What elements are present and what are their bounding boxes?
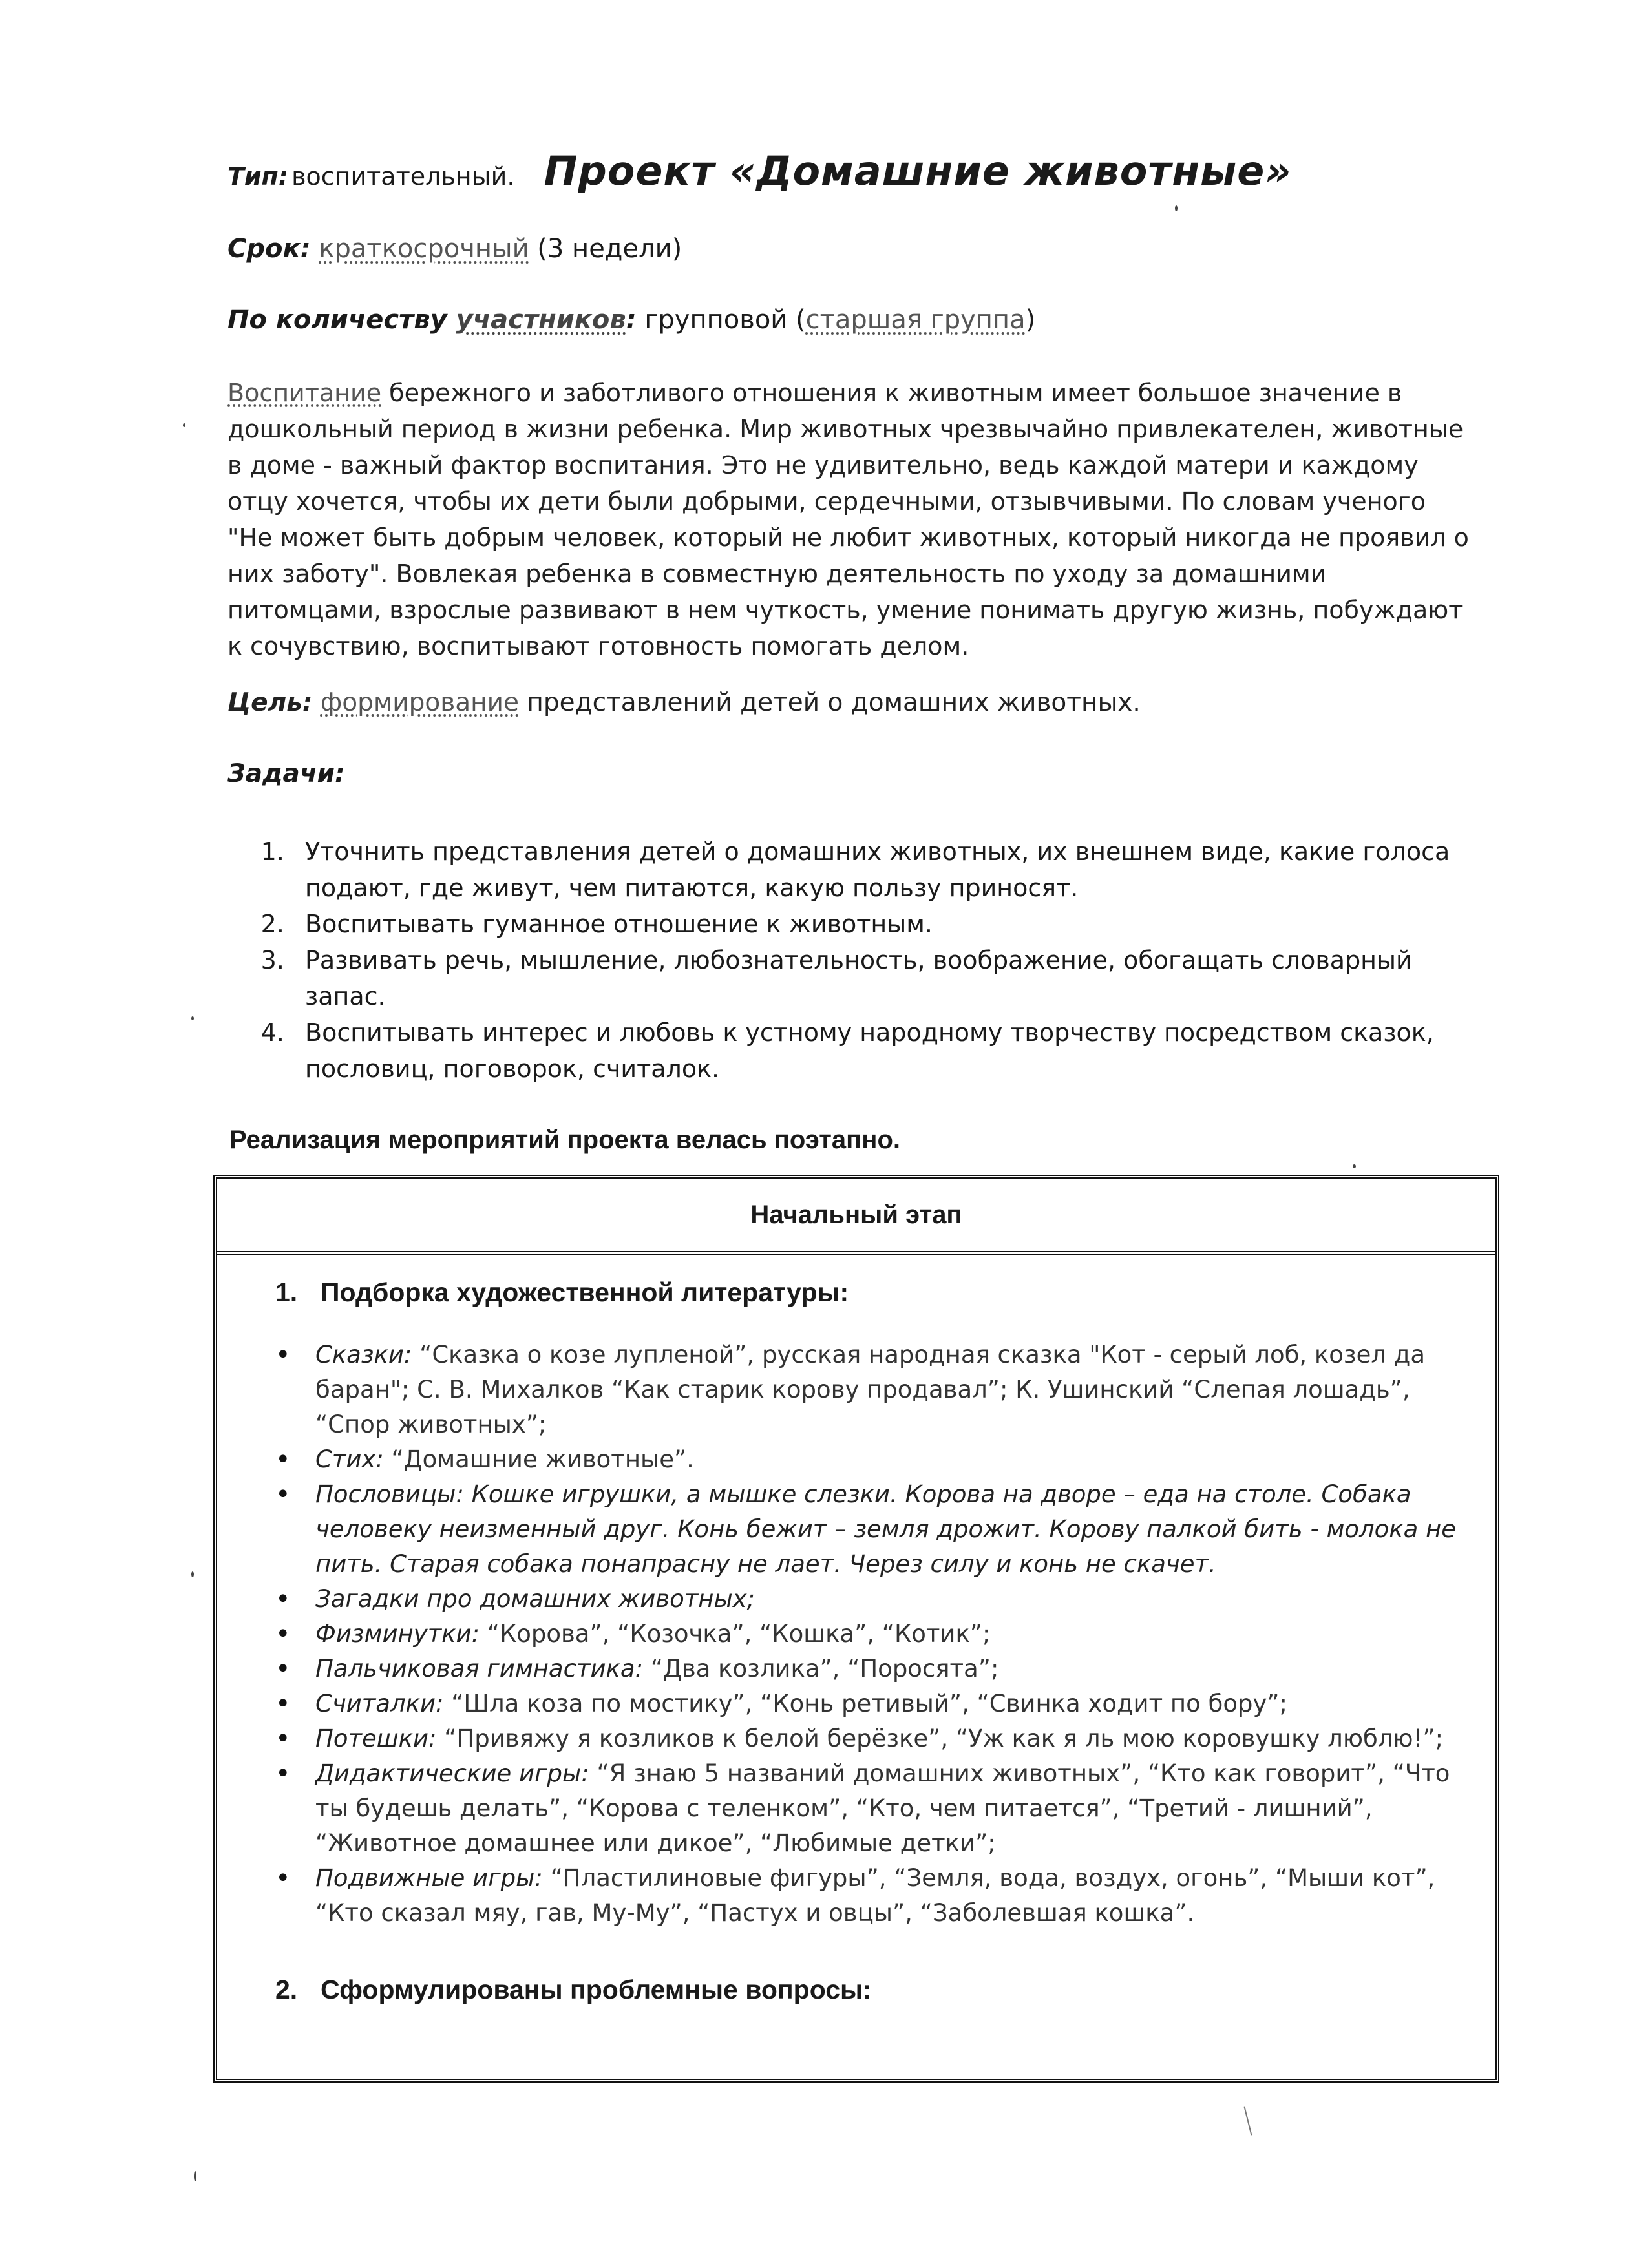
section-1-number: 1. bbox=[275, 1277, 298, 1307]
header-line bbox=[227, 147, 1292, 194]
scan-speck bbox=[1353, 1164, 1356, 1168]
task-item: 2. Воспитывать гуманное отношение к животным. bbox=[292, 906, 1481, 942]
item-label: Потешки: bbox=[315, 1725, 437, 1752]
task-item: 3. Развивать речь, мышление, любознательность, воображение, обогащать словарный запас. bbox=[292, 942, 1481, 1014]
formation-link[interactable]: формирование bbox=[320, 688, 519, 717]
table-header-text: Начальный этап bbox=[750, 1200, 962, 1229]
scan-speck bbox=[194, 2171, 196, 2181]
tasks-list bbox=[227, 834, 1481, 1087]
item-label: Стих: bbox=[315, 1445, 384, 1473]
stages-intro: Реализация мероприятий проекта велась поэтапно. bbox=[229, 1126, 901, 1154]
item-text: Кошке игрушки, а мышке слезки. Корова на дворе – еда на столе. Собака человеку неизменный друг. Конь бежит – земля дрожит. Корову палкой бить - молока не пить. Старая собака понапрасну не лает. Через силу и конь не скачет. bbox=[315, 1480, 1457, 1578]
list-item-finger-gymnastics bbox=[275, 1652, 1457, 1686]
section-1-title bbox=[275, 1277, 1457, 1308]
participants-link[interactable]: участников bbox=[456, 305, 626, 335]
participants-label bbox=[227, 305, 637, 335]
list-item-didactic-games bbox=[275, 1756, 1457, 1861]
participants-value-b: ) bbox=[1025, 305, 1036, 335]
item-text: “Пластилиновые фигуры”, “Земля, вода, воздух, огонь”, “Мыши кот”, “Кто сказал мяу, гав, Му-Му”, “Пастух и овцы”, “Заболевшая кошка”. bbox=[315, 1864, 1435, 1927]
list-item-counting-rhymes bbox=[275, 1686, 1457, 1721]
scan-speck bbox=[1175, 205, 1178, 211]
section-2-title bbox=[275, 1975, 1457, 2005]
term-rest: (3 недели) bbox=[529, 234, 682, 264]
list-item-outdoor-games bbox=[275, 1861, 1457, 1931]
item-text: “Привяжу я козликов к белой берёзке”, “Уж как я ль мою коровушку люблю!”; bbox=[436, 1725, 1444, 1752]
participants-colon: : bbox=[626, 305, 637, 335]
table-body bbox=[217, 1255, 1495, 2005]
participants-value-a: групповой ( bbox=[636, 305, 806, 335]
scan-scratch bbox=[1244, 2106, 1252, 2135]
list-item-proverbs bbox=[275, 1477, 1457, 1582]
participants-label-text: По количеству bbox=[227, 305, 456, 335]
participants-line bbox=[227, 300, 1035, 339]
goal-text: представлений детей о домашних животных. bbox=[518, 688, 1141, 717]
item-text: “Сказка о козе лупленой”, русская народная сказка "Кот - серый лоб, козел да баран"; С. В. Михалков “Как старик корову продавал”; К. Ушинский “Слепая лошадь”, “Спор животных”; bbox=[315, 1341, 1426, 1438]
list-item-poem bbox=[275, 1442, 1457, 1477]
term-line bbox=[227, 229, 682, 268]
item-label: Загадки про домашних животных; bbox=[315, 1585, 755, 1613]
term-link[interactable]: краткосрочный bbox=[319, 234, 529, 264]
item-text: “Шла коза по мостику”, “Конь ретивый”, “Свинка ходит по бору”; bbox=[443, 1690, 1287, 1717]
item-text: “Корова”, “Козочка”, “Кошка”, “Котик”; bbox=[480, 1620, 991, 1648]
page-title: Проект «Домашние животные» bbox=[544, 147, 1292, 194]
item-text: “Я знаю 5 названий домашних животных”, “Кто как говорит”, “Что ты будешь делать”, “Корова с теленком”, “Кто, чем питается”, “Третий - лишний”, “Животное домашнее или дикое”, “Любимые детки”; bbox=[315, 1759, 1450, 1857]
upbringing-link[interactable]: Воспитание bbox=[227, 379, 382, 407]
initial-stage-table bbox=[213, 1175, 1499, 2083]
tasks-label: Задачи: bbox=[227, 759, 345, 788]
type-value: воспитательный. bbox=[291, 162, 515, 191]
section-2-title-text: Сформулированы проблемные вопросы: bbox=[321, 1975, 872, 2004]
item-label: Пальчиковая гимнастика: bbox=[315, 1655, 644, 1683]
intro-paragraph bbox=[227, 375, 1478, 664]
scan-speck bbox=[191, 1016, 194, 1020]
item-label: Подвижные игры: bbox=[315, 1864, 543, 1892]
item-label: Физминутки: bbox=[315, 1620, 480, 1648]
item-label: Пословицы: bbox=[315, 1480, 464, 1508]
task-item: 1. Уточнить представления детей о домашних животных, их внешнем виде, какие голоса подают, где живут, чем питаются, какую пользу приносят. bbox=[292, 834, 1481, 906]
list-item-fairy-tales bbox=[275, 1338, 1457, 1442]
section-1-title-text: Подборка художественной литературы: bbox=[321, 1277, 849, 1307]
list-item-riddles bbox=[275, 1582, 1457, 1617]
item-text: “Два козлика”, “Поросята”; bbox=[643, 1655, 999, 1683]
item-label: Считалки: bbox=[315, 1690, 444, 1717]
item-label: Сказки: bbox=[315, 1341, 412, 1369]
item-label: Дидактические игры: bbox=[315, 1759, 589, 1787]
intro-text: бережного и заботливого отношения к животным имеет большое значение в дошкольный период в жизни ребенка. Мир животных чрезвычайно привлекателен, животные в доме - важный фактор воспитания. Это не удивительно, ведь каждой матери и каждому отцу хочется, чтобы их дети были добрыми, сердечными, отзывчивыми. По словам ученого "Не может быть добрым человек, который не любит животных, который никогда не проявил о них заботу". Вовлекая ребенка в совместную деятельность по уходу за домашними питомцами, взрослые развивают в нем чуткость, умение понимать другую жизнь, побуждают к сочувствию, воспитывают готовность помогать делом. bbox=[227, 379, 1469, 660]
term-label: Срок: bbox=[227, 234, 311, 264]
scan-speck bbox=[191, 1571, 194, 1577]
literature-list bbox=[275, 1338, 1457, 1931]
scan-speck bbox=[183, 423, 185, 427]
item-text: “Домашние животные”. bbox=[383, 1445, 694, 1473]
goal-line bbox=[227, 685, 1141, 721]
task-item: 4. Воспитывать интерес и любовь к устному народному творчеству посредством сказок, пословиц, поговорок, считалок. bbox=[292, 1014, 1481, 1087]
group-link[interactable]: старшая группа bbox=[805, 305, 1026, 335]
goal-label: Цель: bbox=[227, 688, 313, 717]
table-header bbox=[217, 1179, 1495, 1255]
list-item-physical-minutes bbox=[275, 1617, 1457, 1652]
type-label: Тип: bbox=[227, 162, 288, 191]
list-item-nursery-rhymes bbox=[275, 1721, 1457, 1756]
section-2-number: 2. bbox=[275, 1975, 298, 2004]
